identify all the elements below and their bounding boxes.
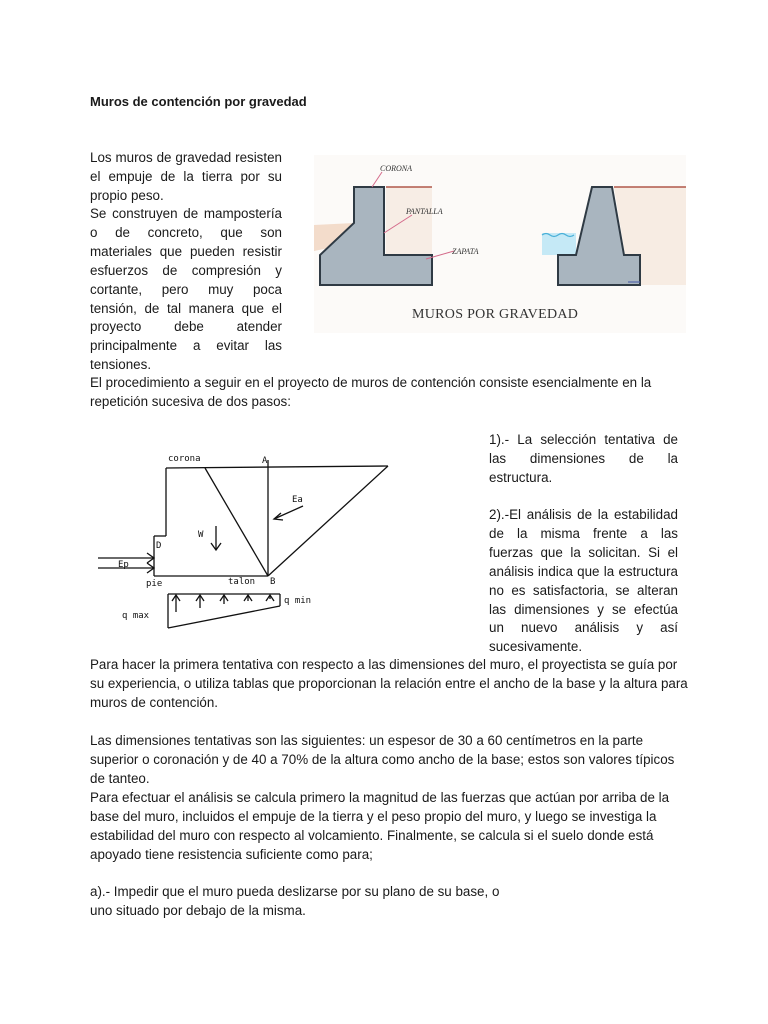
label-pantalla: PANTALLA [406,207,443,216]
label-corona: CORONA [380,164,412,173]
label-corona-diagram: corona [168,454,201,464]
ea-arrow-shaft [274,506,303,519]
illustration-caption: MUROS POR GRAVEDAD [412,307,579,322]
label-q-max: q max [122,611,150,621]
label-point-b: B [270,577,276,587]
procedure-paragraph: El procedimiento a seguir en el proyecto de muros de contención consiste esencialmente en la repetición sucesiva de dos pasos: [90,375,652,409]
label-talon: talon [228,577,256,587]
wall-force-diagram [98,440,468,640]
item-a-line-1: a).- Impedir que el muro pueda deslizarse por su plano de su base, o [90,884,500,899]
label-zapata: ZAPATA [452,247,479,256]
label-w: W [198,530,204,540]
step-2-paragraph: 2).-El análisis de la estabilidad de la misma frente a las fuerzas que la solicitan. Si el análisis indica que la estructura no es satisfactoria, se alteran las dimensiones y se efectúa un nuevo análisis y así sucesivamente. [489,507,678,655]
crown-top-line [166,466,388,468]
intro-paragraph-1: Los muros de gravedad resisten el empuje de la tierra por su propio peso. [90,150,282,203]
body-paragraph-3: Para efectuar el análisis se calcula primero la magnitud de las fuerzas que actúan por arriba de la base del muro, incluidos el empuje de la tierra y el peso propio del muro, y luego se investiga la estabilidad del muro con respecto al volcamiento. Finalmente, se calcula si el suelo donde está apoyado tiene resistencia suficiente como para; [90,790,670,862]
intro-paragraph-2: Se construyen de mampostería o de concreto, que son materiales que pueden resistir esfuerzos de compresión y cortante, pero muy poca tensión, de tal manera que el proyecto debe atender principalmente a evitar las tensiones. [90,206,282,373]
pressure-bottom-line [168,606,280,628]
earth-wedge-line [268,466,388,576]
body-paragraph-1: Para hacer la primera tentativa con respecto a las dimensiones del muro, el proyectista se guía por su experiencia, o utiliza tablas que proporcionan la relación entre el ancho de la base y la altura para muros de contención. [90,657,688,710]
step-1-paragraph: 1).- La selección tentativa de las dimensiones de la estructura. [489,432,678,485]
body-paragraph-2: Las dimensiones tentativas son las siguientes: un espesor de 30 a 60 centímetros en la parte superior o coronación y de 40 a 70% de la altura como ancho de la base; estos son valores típicos de tanteo. [90,733,675,786]
page-title: Muros de contención por gravedad [90,94,307,109]
item-a-line-2: uno situado por debajo de la misma. [90,903,306,918]
gravity-walls-illustration [314,155,686,333]
label-point-d: D [156,541,162,551]
label-pie: pie [146,579,163,589]
label-ep: Ep [118,560,129,570]
label-q-min: q min [284,596,312,606]
label-ea: Ea [292,495,303,505]
wall-back-face [205,468,268,576]
label-point-a: A [262,456,268,466]
